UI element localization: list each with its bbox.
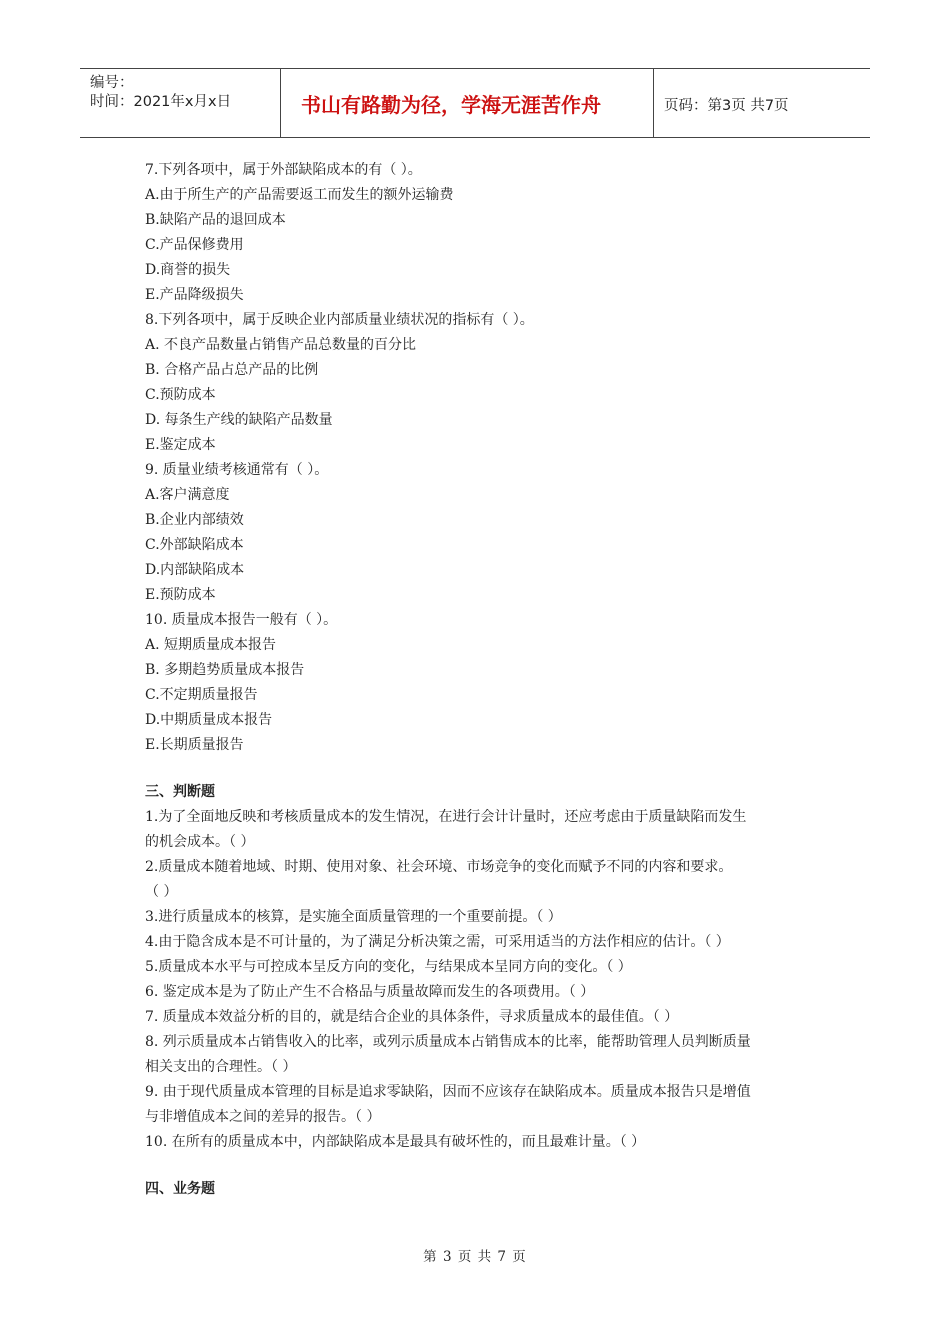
section-title-business: 四、业务题 (145, 1181, 215, 1197)
question-line: C.不定期质量报告 (145, 687, 258, 703)
question-line: E.鉴定成本 (145, 437, 216, 453)
judgment-line: 2.质量成本随着地域、时期、使用对象、社会环境、市场竞争的变化而赋予不同的内容和要求。 (145, 859, 733, 875)
question-line: E.产品降级损失 (145, 287, 244, 303)
question-line: B. 多期趋势质量成本报告 (145, 662, 305, 678)
question-line: D.中期质量成本报告 (145, 712, 273, 728)
question-line: 9. 质量业绩考核通常有（ ）。 (145, 462, 329, 478)
judgment-line: 5.质量成本水平与可控成本呈反方向的变化，与结果成本呈同方向的变化。（ ） (145, 959, 632, 975)
judgment-item (145, 930, 805, 955)
question-line: D.内部缺陷成本 (145, 562, 245, 578)
question-line: D.商誉的损失 (145, 262, 231, 278)
question-line: C.产品保修费用 (145, 237, 244, 253)
judgment-item (145, 1130, 805, 1155)
judgment-item (145, 805, 805, 855)
document-body (145, 158, 805, 1202)
question-line: E.长期质量报告 (145, 737, 244, 753)
question-line: B.企业内部绩效 (145, 512, 244, 528)
judgment-line: 的机会成本。（ ） (145, 834, 255, 850)
question-line: A.由于所生产的产品需要返工而发生的额外运输费 (145, 187, 454, 203)
judgment-line: 9. 由于现代质量成本管理的目标是追求零缺陷，因而不应该存在缺陷成本。质量成本报告只是增值 (145, 1084, 751, 1100)
question-line: A. 不良产品数量占销售产品总数量的百分比 (145, 337, 417, 353)
question-line: C.预防成本 (145, 387, 216, 403)
question-line: C.外部缺陷成本 (145, 537, 244, 553)
multiple-choice-questions (145, 158, 805, 758)
section-title-judgment: 三、判断题 (145, 784, 215, 800)
header-page-cell (654, 69, 870, 137)
header-motto-cell (281, 69, 654, 137)
judgment-line: 7. 质量成本效益分析的目的，就是结合企业的具体条件，寻求质量成本的最佳值。（ ） (145, 1009, 679, 1025)
question-line: 10. 质量成本报告一般有（ ）。 (145, 612, 338, 628)
judgment-item (145, 980, 805, 1005)
judgment-line: 1.为了全面地反映和考核质量成本的发生情况，在进行会计计量时，还应考虑由于质量缺陷而发生 (145, 809, 747, 825)
judgment-item (145, 905, 805, 930)
header-info-cell (80, 69, 281, 137)
question-line: B. 合格产品占总产品的比例 (145, 362, 319, 378)
question-line: D. 每条生产线的缺陷产品数量 (145, 412, 333, 428)
judgment-questions (145, 805, 805, 1155)
header-page-number: 页码：第3页 共7页 (664, 98, 789, 114)
header-motto: 书山有路勤为径，学海无涯苦作舟 (301, 93, 601, 117)
question-line: B.缺陷产品的退回成本 (145, 212, 286, 228)
judgment-item (145, 855, 805, 905)
document-time-label: 时间：2021年x月x日 (90, 94, 232, 110)
question-line: 8.下列各项中，属于反映企业内部质量业绩状况的指标有（ ）。 (145, 312, 534, 328)
question-line: E.预防成本 (145, 587, 216, 603)
question-line: A.客户满意度 (145, 487, 230, 503)
judgment-line: 相关支出的合理性。（ ） (145, 1059, 297, 1075)
judgment-line: 10. 在所有的质量成本中，内部缺陷成本是最具有破坏性的，而且最难计量。（ ） (145, 1134, 646, 1150)
judgment-line: （ ） (145, 884, 178, 900)
judgment-line: 3.进行质量成本的核算，是实施全面质量管理的一个重要前提。（ ） (145, 909, 562, 925)
document-number-label: 编号： (90, 75, 134, 91)
judgment-line: 4.由于隐含成本是不可计量的，为了满足分析决策之需，可采用适当的方法作相应的估计。（ ） (145, 934, 730, 950)
page-header (80, 68, 870, 138)
judgment-item (145, 955, 805, 980)
question-line: 7.下列各项中，属于外部缺陷成本的有（ ）。 (145, 162, 422, 178)
judgment-line: 与非增值成本之间的差异的报告。（ ） (145, 1109, 381, 1125)
judgment-line: 6. 鉴定成本是为了防止产生不合格品与质量故障而发生的各项费用。（ ） (145, 984, 595, 1000)
judgment-line: 8. 列示质量成本占销售收入的比率，或列示质量成本占销售成本的比率，能帮助管理人员判断质量 (145, 1034, 751, 1050)
judgment-item (145, 1030, 805, 1080)
judgment-item (145, 1080, 805, 1130)
judgment-item (145, 1005, 805, 1030)
question-line: A. 短期质量成本报告 (145, 637, 277, 653)
page-footer: 第 3 页 共 7 页 (423, 1249, 527, 1265)
